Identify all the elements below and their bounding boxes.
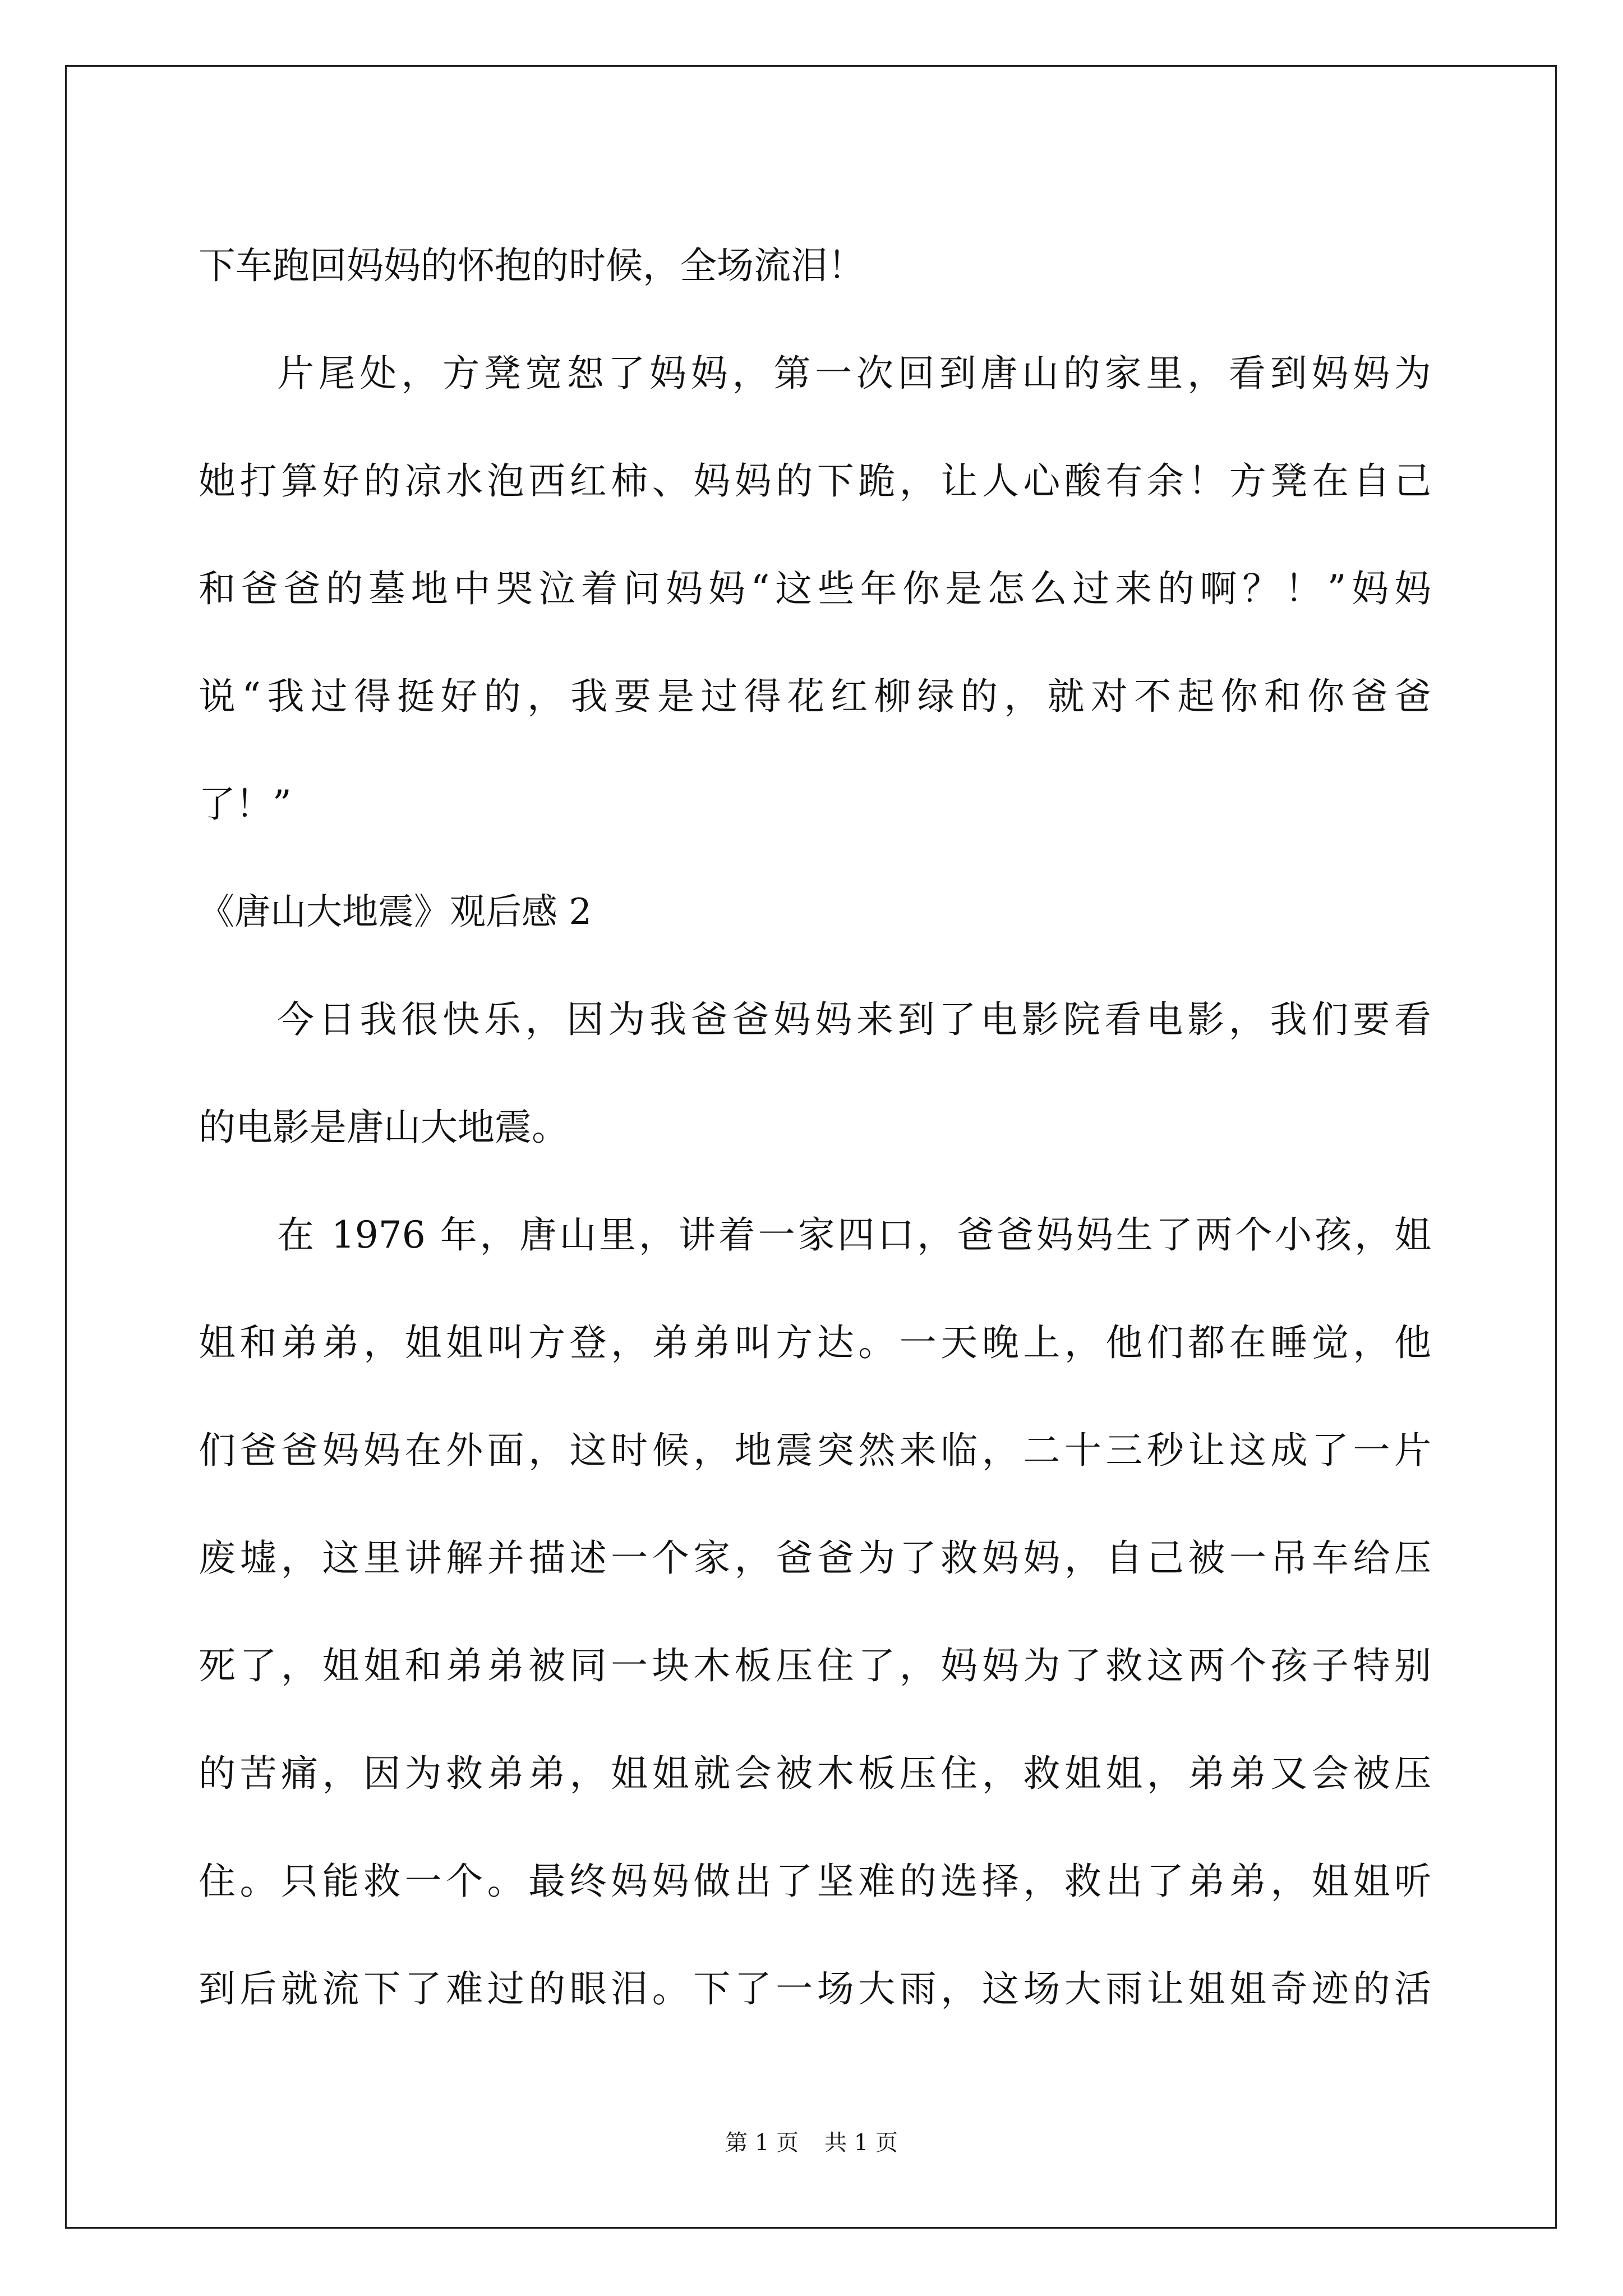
text-line: 她打算好的凉水泡西红柿、妈妈的下跪，让人心酸有余！方凳在自己	[199, 459, 1431, 503]
text-line: 和爸爸的墓地中哭泣着问妈妈“这些年你是怎么过来的啊？！”妈妈	[199, 567, 1431, 610]
text-line: 废墟，这里讲解并描述一个家，爸爸为了救妈妈，自己被一吊车给压	[199, 1536, 1431, 1580]
text-line: 片尾处，方凳宽恕了妈妈，第一次回到唐山的家里，看到妈妈为	[277, 352, 1431, 395]
text-line: 的电影是唐山大地震。	[199, 1106, 569, 1149]
text-line: 们爸爸妈妈在外面，这时候，地震突然来临，二十三秒让这成了一片	[199, 1429, 1431, 1472]
text-line: 死了，姐姐和弟弟被同一块木板压住了，妈妈为了救这两个孩子特别	[199, 1644, 1431, 1687]
page-number: 第 1 页	[725, 2130, 799, 2156]
text-line: 到后就流下了难过的眼泪。下了一场大雨，这场大雨让姐姐奇迹的活	[199, 1967, 1431, 2010]
text-line: 下车跑回妈妈的怀抱的时候，全场流泪！	[199, 244, 865, 287]
text-line: 住。只能救一个。最终妈妈做出了坚难的选择，救出了弟弟，姐姐听	[199, 1860, 1431, 1903]
page-total: 共 1 页	[824, 2130, 898, 2156]
document-body	[199, 212, 1431, 2043]
text-line: 的苦痛，因为救弟弟，姐姐就会被木板压住，救姐姐，弟弟又会被压	[199, 1752, 1431, 1795]
section-heading: 《唐山大地震》观后感 2	[199, 891, 592, 933]
text-line: 说“我过得挺好的，我要是过得花红柳绿的，就对不起你和你爸爸	[199, 675, 1431, 718]
page-footer	[0, 2126, 1623, 2160]
text-line: 姐和弟弟，姐姐叫方登，弟弟叫方达。一天晚上，他们都在睡觉，他	[199, 1321, 1431, 1364]
text-line: 在 1976 年，唐山里，讲着一家四口，爸爸妈妈生了两个小孩，姐	[277, 1213, 1431, 1257]
text-line: 今日我很快乐，因为我爸爸妈妈来到了电影院看电影，我们要看	[277, 998, 1431, 1041]
text-line: 了！”	[199, 783, 292, 826]
